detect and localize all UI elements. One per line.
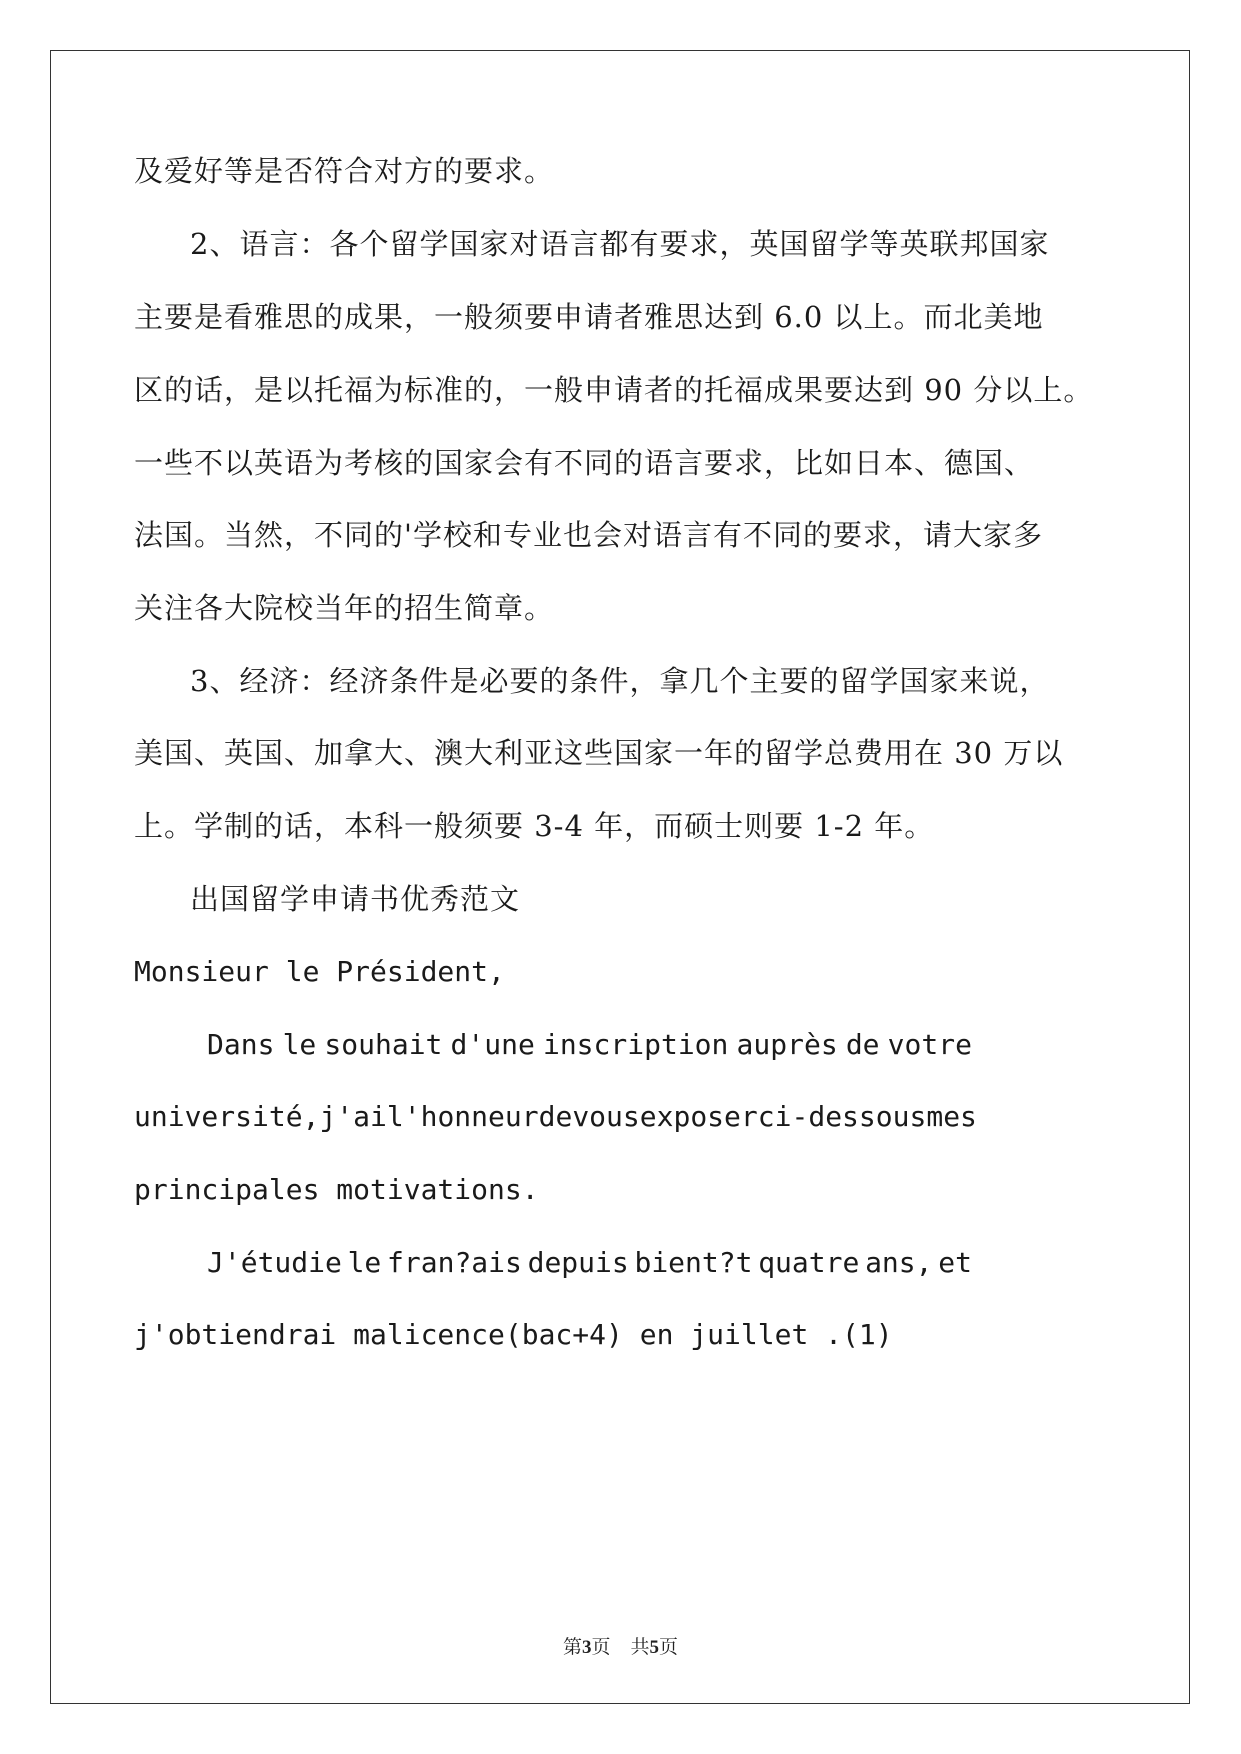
body-line: 及爱好等是否符合对方的要求。: [134, 154, 555, 188]
body-line: 主要是看雅思的成果，一般须要申请者雅思达到 6.0 以上。而北美地: [134, 300, 1044, 334]
body-line: 3、经济：经济条件是必要的条件，拿几个主要的留学国家来说，: [190, 664, 1050, 698]
total-prefix: 共: [630, 1637, 650, 1658]
page-current: 3: [581, 1637, 592, 1658]
french-word: université,: [134, 1100, 320, 1133]
french-word: inscription: [542, 1028, 729, 1061]
french-word: de: [845, 1028, 880, 1061]
body-line: 法国。当然，不同的'学校和专业也会对语言有不同的要求，请大家多: [134, 518, 1043, 552]
page-frame: [50, 50, 1190, 1704]
french-line: [134, 1100, 977, 1133]
french-word: auprès: [736, 1028, 838, 1061]
french-word: j'ai: [319, 1100, 387, 1133]
body-line: 一些不以英语为考核的国家会有不同的语言要求，比如日本、德国、: [134, 446, 1035, 480]
french-word: l'honneurde: [386, 1100, 573, 1133]
page-prefix: 第: [562, 1637, 582, 1658]
french-word: d'une: [450, 1028, 535, 1061]
french-word: bient?t: [634, 1246, 753, 1279]
french-line: j'obtiendrai malicence(bac+4) en juillet .(1): [134, 1318, 893, 1351]
french-word: mes: [926, 1100, 977, 1133]
french-word: depuis: [527, 1246, 629, 1279]
french-line: [207, 1246, 972, 1279]
french-word: le: [347, 1246, 382, 1279]
french-line: [207, 1028, 972, 1061]
body-line: 美国、英国、加拿大、澳大利亚这些国家一年的留学总费用在 30 万以: [134, 736, 1064, 770]
body-line: 2、语言：各个留学国家对语言都有要求，英国留学等英联邦国家: [190, 227, 1050, 261]
french-word: ci-dessous: [757, 1100, 927, 1133]
french-word: vous: [572, 1100, 640, 1133]
page-footer: [0, 1632, 1241, 1659]
french-word: le: [282, 1028, 317, 1061]
french-word: et: [938, 1246, 972, 1279]
french-word: J'étudie: [207, 1246, 342, 1279]
french-word: votre: [887, 1028, 972, 1061]
french-word: ans,: [865, 1246, 933, 1279]
total-suffix: 页: [659, 1637, 679, 1658]
body-line: 关注各大院校当年的招生简章。: [134, 591, 555, 625]
salutation: Monsieur le Président,: [134, 955, 505, 988]
french-line: principales motivations.: [134, 1173, 539, 1206]
french-word: exposer: [639, 1100, 758, 1133]
page-suffix: 页: [591, 1637, 611, 1658]
french-word: quatre: [758, 1246, 860, 1279]
body-line: 上。学制的话，本科一般须要 3-4 年，而硕士则要 1-2 年。: [134, 809, 935, 843]
page-total: 5: [649, 1637, 660, 1658]
section-heading: 出国留学申请书优秀范文: [190, 882, 521, 916]
french-word: fran?ais: [387, 1246, 522, 1279]
french-word: souhait: [324, 1028, 443, 1061]
body-line: 区的话，是以托福为标准的，一般申请者的托福成果要达到 90 分以上。: [134, 373, 1094, 407]
french-word: Dans: [207, 1028, 275, 1061]
